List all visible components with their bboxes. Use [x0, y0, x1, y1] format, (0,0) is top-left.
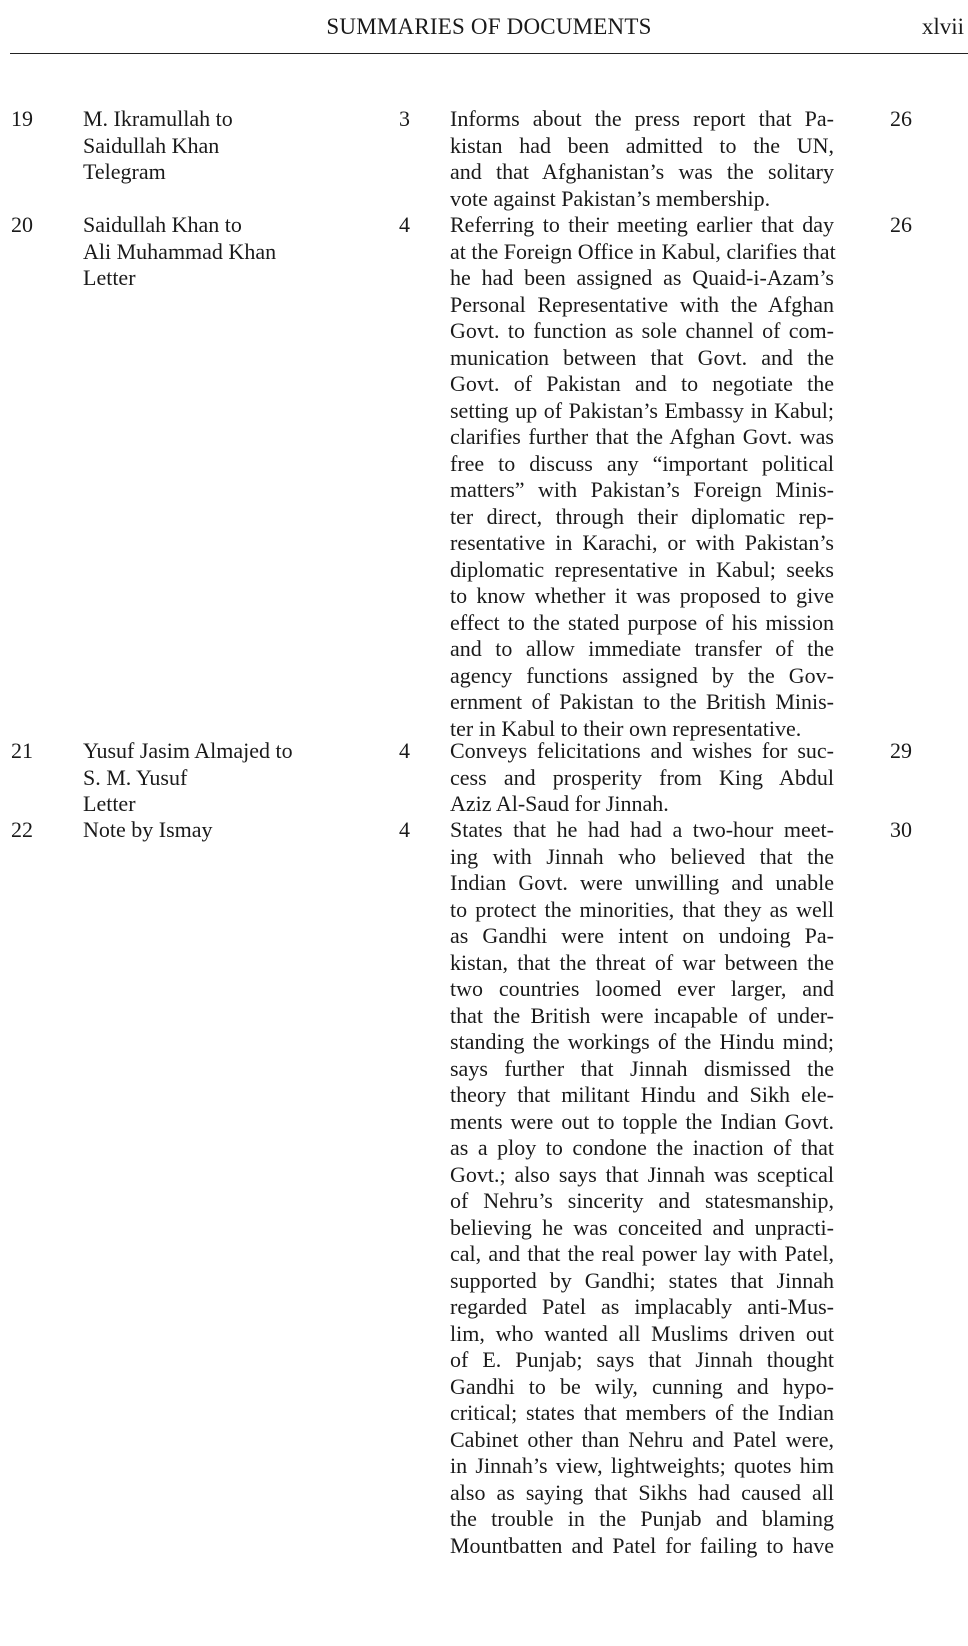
entry-doc-page: 4	[399, 738, 410, 763]
summary-line: and that Afghanistan’s was the solitary	[450, 159, 834, 184]
correspondent-line: Letter	[83, 791, 136, 816]
entry-doc-page: 4	[399, 212, 410, 237]
summary-line: theory that militant Hindu and Sikh ele-	[450, 1082, 834, 1107]
summary-line: munication between that Govt. and the	[450, 344, 834, 370]
entry-number: 21	[11, 738, 33, 763]
summary-line: two countries loomed ever larger, and	[450, 976, 834, 1001]
entry-number: 19	[11, 106, 33, 131]
correspondent-line: Telegram	[83, 159, 166, 184]
summary-line: Gandhi to be wily, cunning and hypo-	[450, 1373, 834, 1399]
correspondent-line: Saidullah Khan to	[83, 212, 242, 237]
summary-line: setting up of Pakistan’s Embassy in Kabul;	[450, 397, 834, 423]
entry-summary	[450, 106, 834, 212]
summary-line: believing he was conceited and unpracti-	[450, 1214, 834, 1240]
header-rule	[10, 53, 968, 54]
entry-doc-page: 3	[399, 106, 410, 131]
summary-line: kistan, that the threat of war between the	[450, 949, 834, 975]
summary-line: Govt.; also says that Jinnah was sceptical	[450, 1161, 834, 1187]
entry-correspondents	[83, 738, 383, 818]
entry-summary	[450, 738, 834, 818]
entry-page-number: 26	[890, 106, 912, 131]
running-header-title: SUMMARIES OF DOCUMENTS	[326, 14, 652, 39]
summary-line: ing with Jinnah who believed that the	[450, 843, 834, 869]
summary-line: vote against Pakistan’s membership.	[450, 185, 771, 211]
summary-line: regarded Patel as implacably anti-Mus-	[450, 1294, 834, 1319]
summary-line: cess and prosperity from King Abdul	[450, 764, 834, 790]
entry-correspondents	[83, 106, 383, 186]
summary-line: in Jinnah’s view, lightweights; quotes him	[450, 1453, 834, 1478]
summary-line: Personal Representative with the Afghan	[450, 291, 834, 317]
summary-line: ter direct, through their diplomatic rep-	[450, 503, 834, 529]
entry-page-number: 29	[890, 738, 912, 763]
summary-line: of Nehru’s sincerity and statesmanship,	[450, 1188, 834, 1213]
summary-line: and to allow immediate transfer of the	[450, 636, 834, 661]
summary-line: of E. Punjab; says that Jinnah thought	[450, 1347, 834, 1372]
summary-line: resentative in Karachi, or with Pakistan’s	[450, 530, 834, 555]
summary-line: to know whether it was proposed to give	[450, 583, 834, 608]
correspondent-line: M. Ikramullah to	[83, 106, 233, 131]
summary-line: ernment of Pakistan to the British Minis-	[450, 689, 834, 714]
summary-line: matters” with Pakistan’s Foreign Minis-	[450, 477, 834, 502]
correspondent-line: S. M. Yusuf	[83, 764, 188, 790]
summary-line: supported by Gandhi; states that Jinnah	[450, 1267, 834, 1293]
summary-line: kistan had been admitted to the UN,	[450, 132, 834, 158]
correspondent-line: Note by Ismay	[83, 817, 213, 842]
summary-line: Mountbatten and Patel for failing to have	[450, 1532, 834, 1558]
summary-line: agency functions assigned by the Gov-	[450, 662, 834, 688]
running-header	[10, 0, 968, 52]
summary-line: effect to the stated purpose of his mission	[450, 609, 834, 635]
summary-line: to protect the minorities, that they as well	[450, 896, 834, 922]
summary-line: ments were out to topple the Indian Govt.	[450, 1108, 834, 1134]
summary-line: Govt. to function as sole channel of com-	[450, 318, 834, 343]
summary-line: standing the workings of the Hindu mind;	[450, 1029, 834, 1054]
correspondent-line: Ali Muhammad Khan	[83, 238, 277, 264]
summary-line: Govt. of Pakistan and to negotiate the	[450, 371, 834, 396]
summary-line: also as saying that Sikhs had caused all	[450, 1479, 834, 1505]
summary-line: Referring to their meeting earlier that day	[450, 212, 834, 237]
summary-line: says further that Jinnah dismissed the	[450, 1055, 834, 1081]
entry-correspondents	[83, 212, 383, 292]
summary-line: States that he had had a two-hour meet-	[450, 817, 834, 842]
summary-line: as a ploy to condone the inaction of that	[450, 1135, 834, 1160]
summary-line: lim, who wanted all Muslims driven out	[450, 1320, 834, 1346]
summary-line: he had been assigned as Quaid-i-Azam’s	[450, 265, 834, 290]
summary-line: Cabinet other than Nehru and Patel were,	[450, 1426, 834, 1452]
summary-line: at the Foreign Office in Kabul, clarifies that	[450, 238, 836, 264]
entry-correspondents	[83, 817, 383, 844]
correspondent-line: Yusuf Jasim Almajed to	[83, 738, 293, 763]
summary-line: clarifies further that the Afghan Govt. was	[450, 424, 834, 449]
summary-line: diplomatic representative in Kabul; seeks	[450, 556, 834, 582]
running-header-page-number: xlvii	[921, 14, 964, 39]
summary-line: that the British were incapable of under-	[450, 1002, 834, 1028]
entry-summary	[450, 817, 834, 1559]
summary-line: critical; states that members of the Indian	[450, 1400, 834, 1425]
entry-page-number: 30	[890, 817, 912, 842]
entry-doc-page: 4	[399, 817, 410, 842]
summary-line: Informs about the press report that Pa-	[450, 106, 834, 131]
entry-number: 22	[11, 817, 33, 842]
entry-page-number: 26	[890, 212, 912, 237]
correspondent-line: Saidullah Khan	[83, 132, 220, 158]
summary-line: the trouble in the Punjab and blaming	[450, 1506, 834, 1531]
entry-number: 20	[11, 212, 33, 237]
summary-line: Conveys felicitations and wishes for suc-	[450, 738, 834, 763]
summary-line: free to discuss any “important political	[450, 450, 834, 476]
summary-line: ter in Kabul to their own representative.	[450, 715, 802, 741]
summary-line: Indian Govt. were unwilling and unable	[450, 870, 834, 895]
summary-line: Aziz Al-Saud for Jinnah.	[450, 791, 669, 816]
entry-summary	[450, 212, 834, 742]
summary-line: as Gandhi were intent on undoing Pa-	[450, 923, 834, 948]
correspondent-line: Letter	[83, 265, 136, 290]
summary-line: cal, and that the real power lay with Patel,	[450, 1241, 834, 1266]
